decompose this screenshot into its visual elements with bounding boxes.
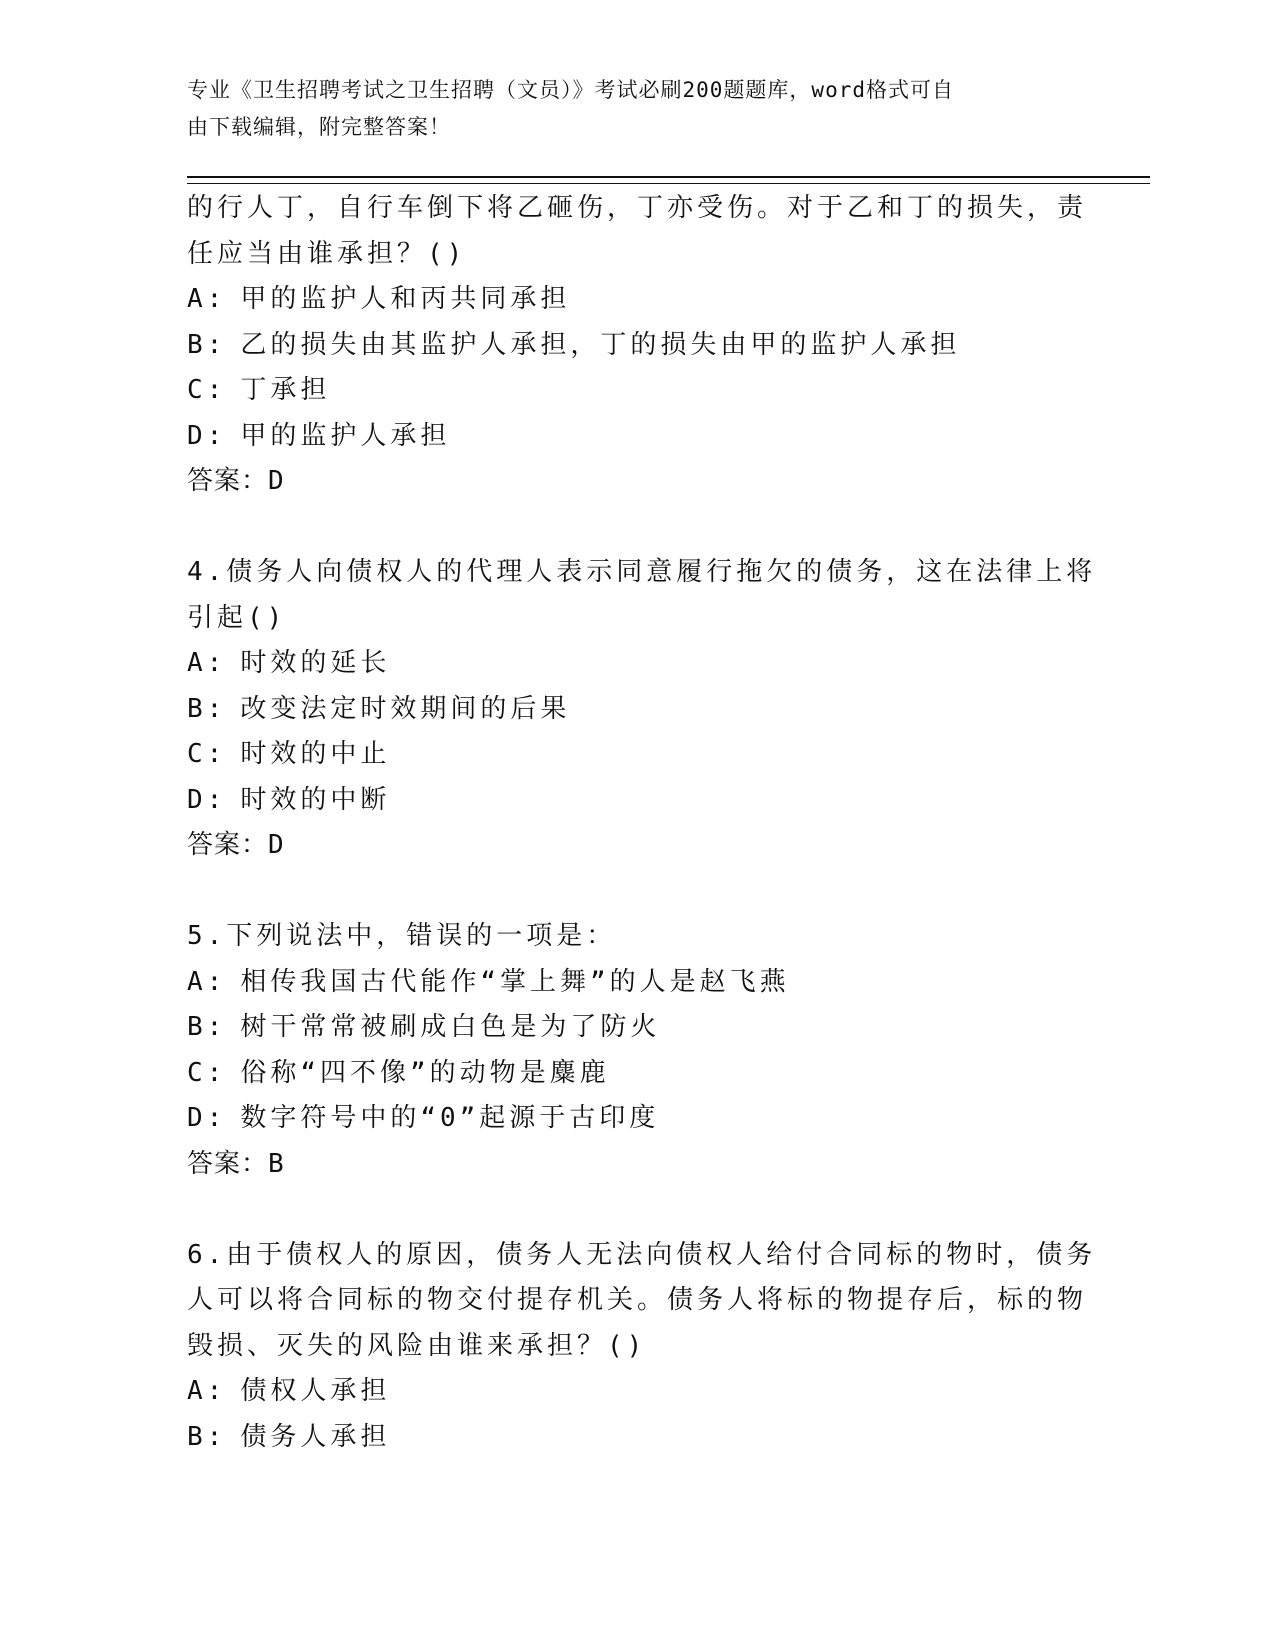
option-text: 时效的中止 — [240, 739, 391, 769]
question-4-option-c — [187, 732, 1067, 778]
question-3-stem-line-1: 的行人丁，自行车倒下将乙砸伤，丁亦受伤。对于乙和丁的损失，责 — [187, 193, 1088, 223]
option-letter: A: — [187, 648, 227, 678]
spacer — [187, 1187, 1067, 1233]
question-5-option-a — [187, 960, 1067, 1006]
question-4-option-d — [187, 778, 1067, 824]
question-4-stem-line-1: 4.债务人向债权人的代理人表示同意履行拖欠的债务，这在法律上将 — [187, 557, 1097, 587]
option-text: 数字符号中的“0”起源于古印度 — [240, 1103, 660, 1133]
option-letter: B: — [187, 1012, 227, 1042]
question-6-option-b — [187, 1415, 1067, 1461]
spacer — [187, 869, 1067, 915]
header-rule-thin — [187, 183, 1150, 184]
header-line-2: 由下载编辑，附完整答案！ — [187, 115, 451, 139]
question-4 — [187, 550, 1097, 869]
option-letter: D: — [187, 420, 227, 451]
question-6 — [187, 1233, 1097, 1461]
question-3-option-b — [187, 323, 1067, 369]
question-6-stem-line-3: 毁损、灭失的风险由谁来承担？() — [187, 1330, 647, 1361]
header-rule-thick — [187, 176, 1150, 178]
option-letter: C: — [187, 739, 227, 769]
question-3-stem-line-2: 任应当由谁承担？() — [187, 238, 467, 269]
option-text: 乙的损失由其监护人承担，丁的损失由甲的监护人承担 — [240, 329, 961, 360]
question-6-stem-line-2: 人可以将合同标的物交付提存机关。债务人将标的物提存后，标的物 — [187, 1285, 1088, 1315]
question-3-option-d — [187, 414, 1067, 460]
option-letter: A: — [187, 966, 227, 997]
option-letter: B: — [187, 1421, 227, 1452]
option-text: 树干常常被刷成白色是为了防火 — [240, 1012, 661, 1042]
option-text: 时效的延长 — [240, 648, 391, 678]
option-text: 丁承担 — [240, 375, 331, 405]
question-6-stem-line-1: 6.由于债权人的原因，债务人无法向债权人给付合同标的物时，债务 — [187, 1239, 1097, 1270]
question-3-option-c — [187, 368, 1067, 414]
option-text: 时效的中断 — [240, 784, 391, 815]
question-4-answer: 答案：D — [187, 830, 285, 860]
question-5-option-c — [187, 1051, 1067, 1097]
question-list — [187, 186, 1097, 1460]
question-5-option-d — [187, 1096, 1067, 1142]
question-4-option-b — [187, 687, 1067, 733]
option-text: 甲的监护人和丙共同承担 — [240, 284, 571, 314]
question-5-answer: 答案：B — [187, 1148, 285, 1179]
option-text: 俗称“四不像”的动物是麋鹿 — [240, 1057, 610, 1088]
option-letter: D: — [187, 784, 227, 815]
option-letter: B: — [187, 329, 227, 360]
option-text: 改变法定时效期间的后果 — [240, 693, 571, 724]
option-letter: A: — [187, 284, 227, 314]
document-header — [187, 72, 1067, 146]
question-5-option-b — [187, 1005, 1067, 1051]
option-text: 相传我国古代能作“掌上舞”的人是赵飞燕 — [240, 966, 790, 997]
option-letter: D: — [187, 1103, 227, 1133]
option-text: 债务人承担 — [240, 1421, 391, 1452]
header-line-1: 专业《卫生招聘考试之卫生招聘（文员）》考试必刷200题题库，word格式可自 — [187, 78, 954, 102]
question-3-option-a — [187, 277, 1067, 323]
option-text: 债权人承担 — [240, 1376, 391, 1406]
question-5-stem-line-1: 5.下列说法中，错误的一项是： — [187, 921, 617, 951]
spacer — [187, 505, 1067, 551]
question-4-option-a — [187, 641, 1067, 687]
question-4-stem-line-2: 引起() — [187, 602, 287, 633]
option-text: 甲的监护人承担 — [240, 420, 451, 451]
question-5 — [187, 914, 1067, 1187]
option-letter: A: — [187, 1376, 227, 1406]
option-letter: B: — [187, 693, 227, 724]
option-letter: C: — [187, 1057, 227, 1088]
question-3 — [187, 186, 1088, 505]
option-letter: C: — [187, 375, 227, 405]
question-6-option-a — [187, 1369, 1067, 1415]
question-3-answer: 答案：D — [187, 466, 285, 496]
